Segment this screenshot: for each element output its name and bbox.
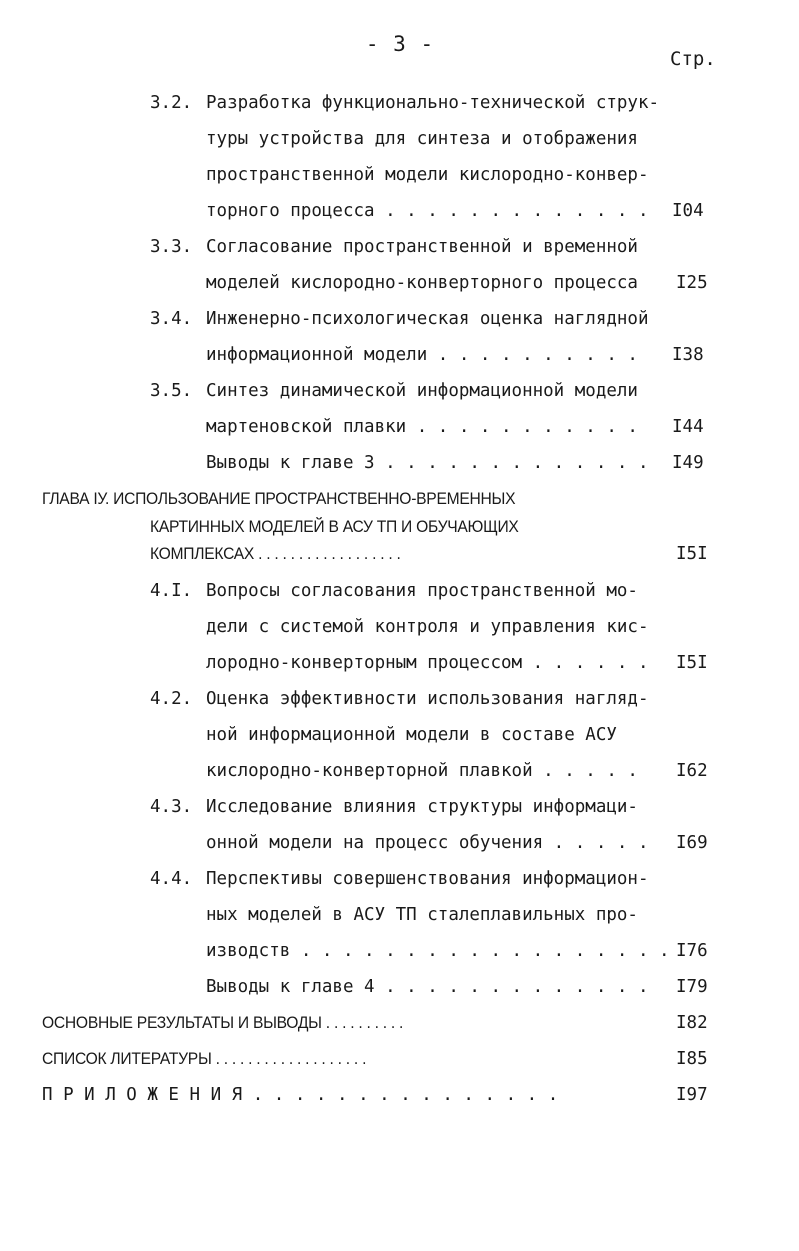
section-number: 4.3.: [150, 797, 193, 817]
entry-text-line: кислородно-конверторной плавкой . . . . .: [206, 761, 638, 781]
chapter-heading-line: КОМПЛЕКСАХ . . . . . . . . . . . . . . . . . .: [150, 544, 401, 563]
entry-text-line: Оценка эффективности использования нагляд-: [206, 689, 649, 709]
entry-text-line: Инженерно-психологическая оценка наглядной: [206, 309, 649, 329]
entry-text-line: туры устройства для синтеза и отображения: [206, 129, 638, 149]
section-number: 4.I.: [150, 581, 193, 601]
page-ref: I82: [676, 1013, 708, 1033]
section-number: 3.4.: [150, 309, 193, 329]
entry-text-line: Согласование пространственной и временной: [206, 237, 638, 257]
page-ref: I76: [676, 941, 708, 961]
section-number: 3.3.: [150, 237, 193, 257]
section-number: 4.2.: [150, 689, 193, 709]
entry-text-line: ной информационной модели в составе АСУ: [206, 725, 617, 745]
page-ref: I69: [676, 833, 708, 853]
entry-text-line: ОСНОВНЫЕ РЕЗУЛЬТАТЫ И ВЫВОДЫ . . . . . . . . . .: [42, 1013, 404, 1032]
entry-text-line: лородно-конверторным процессом . . . . . .: [206, 653, 649, 673]
entry-text-line: П Р И Л О Ж Е Н И Я . . . . . . . . . . . . . . .: [42, 1085, 559, 1105]
chapter-heading-line: ГЛАВА IУ. ИСПОЛЬЗОВАНИЕ ПРОСТРАНСТВЕННО-ВРЕМЕННЫХ: [42, 489, 516, 508]
page-number: - 3 -: [365, 32, 435, 56]
entry-text-line: Перспективы совершенствования информацион-: [206, 869, 649, 889]
entry-text-line: Выводы к главе 3 . . . . . . . . . . . . .: [206, 453, 649, 473]
page-ref: I25: [676, 273, 708, 293]
page-ref: I85: [676, 1049, 708, 1069]
entry-text-line: Разработка функционально-технической струк-: [206, 93, 660, 113]
page-ref: I62: [676, 761, 708, 781]
entry-text-line: Вопросы согласования пространственной мо-: [206, 581, 638, 601]
entry-text-line: информационной модели . . . . . . . . . .: [206, 345, 638, 365]
entry-text-line: дели с системой контроля и управления кис-: [206, 617, 649, 637]
entry-text-line: торного процесса . . . . . . . . . . . . .: [206, 201, 649, 221]
entry-text-line: ных моделей в АСУ ТП сталеплавильных про-: [206, 905, 638, 925]
entry-text-line: Выводы к главе 4 . . . . . . . . . . . . .: [206, 977, 649, 997]
entry-text-line: Исследование влияния структуры информаци-: [206, 797, 638, 817]
page-ref: I38: [672, 345, 704, 365]
entry-text-line: онной модели на процесс обучения . . . . .: [206, 833, 649, 853]
entry-text-line: пространственной модели кислородно-конвер-: [206, 165, 649, 185]
page-ref: I97: [676, 1085, 708, 1105]
section-number: 4.4.: [150, 869, 193, 889]
page-ref: I79: [676, 977, 708, 997]
page-ref: I5I: [676, 544, 708, 564]
page-column-label: Стр.: [670, 48, 716, 70]
entry-text-line: моделей кислородно-конверторного процесса: [206, 273, 638, 293]
entry-text-line: Синтез динамической информационной модели: [206, 381, 638, 401]
section-number: 3.2.: [150, 93, 193, 113]
entry-text-line: изводств . . . . . . . . . . . . . . . . . .: [206, 941, 670, 961]
page-ref: I04: [672, 201, 704, 221]
entry-text-line: мартеновской плавки . . . . . . . . . . .: [206, 417, 638, 437]
entry-text-line: СПИСОК ЛИТЕРАТУРЫ . . . . . . . . . . . . . . . . . . .: [42, 1049, 367, 1068]
page-ref: I49: [672, 453, 704, 473]
section-number: 3.5.: [150, 381, 193, 401]
chapter-heading-line: КАРТИННЫХ МОДЕЛЕЙ В АСУ ТП И ОБУЧАЮЩИХ: [150, 517, 519, 536]
page-ref: I44: [672, 417, 704, 437]
page-ref: I5I: [676, 653, 708, 673]
